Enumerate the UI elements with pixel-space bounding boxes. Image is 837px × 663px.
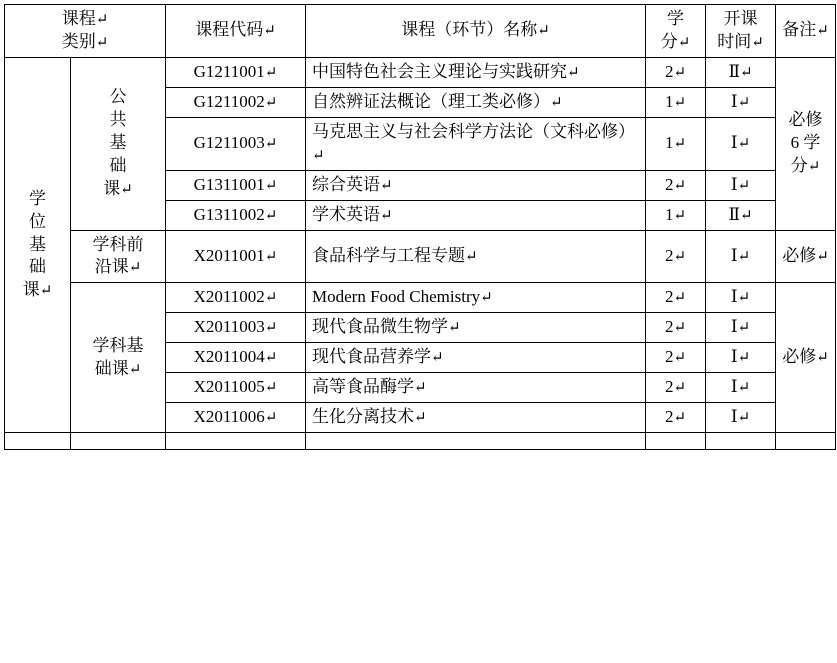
course-name: 中国特色社会主义理论与实践研究↵ — [306, 57, 646, 87]
pilcrow-mark: ↵ — [537, 23, 550, 40]
course-term: Ⅰ↵ — [706, 403, 776, 433]
course-credit: 2↵ — [646, 343, 706, 373]
category-char: 础 — [29, 257, 46, 277]
course-term: Ⅰ↵ — [706, 117, 776, 170]
course-code: X2011001↵ — [166, 230, 306, 283]
header-name-label: 课程（环节）名称 — [401, 20, 538, 40]
table-row — [5, 230, 836, 283]
course-name: 生化分离技术↵ — [306, 403, 646, 433]
course-credit: 2↵ — [646, 403, 706, 433]
course-name: 学术英语↵ — [306, 200, 646, 230]
course-credit: 2↵ — [646, 373, 706, 403]
subcategory-line: 沿课↵ — [94, 257, 142, 277]
course-name: 现代食品微生物学↵ — [306, 313, 646, 343]
subcategory-line: 学科前 — [92, 234, 144, 254]
table-header-row — [5, 5, 836, 58]
header-category-line2: 类别 — [61, 31, 96, 51]
course-code: X2011002↵ — [166, 283, 306, 313]
course-code: G1311001↵ — [166, 170, 306, 200]
header-credit-line1: 学 — [667, 9, 685, 28]
course-table — [4, 4, 836, 450]
subcategory-line: 础课↵ — [94, 358, 142, 378]
header-credit-line2: 分 — [660, 31, 678, 51]
category-char: 位 — [29, 211, 46, 231]
table-row-partial — [5, 433, 836, 450]
course-credit: 1↵ — [646, 87, 706, 117]
header-cell-note — [776, 5, 836, 58]
subcategory-char: 共 — [109, 110, 127, 130]
course-term: Ⅰ↵ — [706, 313, 776, 343]
category-char: 基 — [29, 234, 46, 254]
subcategory-cell-frontier — [71, 230, 166, 283]
note-cell-public-basic — [776, 57, 836, 230]
pilcrow-mark: ↵ — [95, 34, 109, 51]
course-term: Ⅰ↵ — [706, 283, 776, 313]
pilcrow-mark: ↵ — [677, 34, 691, 51]
subcategory-char: 础 — [109, 156, 127, 176]
course-name: 现代食品营养学↵ — [306, 343, 646, 373]
table-row — [5, 57, 836, 87]
category-char: 学 — [29, 188, 46, 208]
course-name: 自然辨证法概论（理工类必修）↵ — [306, 87, 646, 117]
subcategory-char: 公 — [109, 87, 127, 107]
subcategory-line: 学科基 — [92, 335, 144, 355]
header-cell-credit — [646, 5, 706, 58]
header-note-label: 备注 — [782, 20, 817, 40]
subcategory-char: 基 — [109, 133, 127, 153]
course-credit: 2↵ — [646, 313, 706, 343]
note-line: 6 学 — [790, 133, 821, 153]
course-term: Ⅰ↵ — [706, 170, 776, 200]
cell-partial — [306, 433, 646, 450]
subcategory-char: 课↵ — [103, 179, 133, 199]
cell-partial — [646, 433, 706, 450]
course-name: 马克思主义与社会科学方法论（文科必修）↵ — [306, 117, 646, 170]
course-term: Ⅰ↵ — [706, 230, 776, 283]
course-code: X2011005↵ — [166, 373, 306, 403]
cell-partial — [71, 433, 166, 450]
pilcrow-mark: ↵ — [95, 12, 109, 28]
header-term-line1: 开课 — [723, 9, 758, 28]
course-term: Ⅰ↵ — [706, 87, 776, 117]
cell-partial — [706, 433, 776, 450]
course-name: 高等食品酶学↵ — [306, 373, 646, 403]
pilcrow-mark: ↵ — [816, 23, 829, 40]
course-credit: 2↵ — [646, 230, 706, 283]
course-credit: 2↵ — [646, 57, 706, 87]
course-code: G1211003↵ — [166, 117, 306, 170]
course-code: X2011006↵ — [166, 403, 306, 433]
pilcrow-mark: ↵ — [751, 34, 764, 51]
course-credit: 1↵ — [646, 200, 706, 230]
course-credit: 2↵ — [646, 283, 706, 313]
subcategory-cell-discipline-basic — [71, 283, 166, 433]
note-line: 必修 — [788, 110, 823, 130]
course-name: Modern Food Chemistry↵ — [306, 283, 646, 313]
course-term: Ⅰ↵ — [706, 343, 776, 373]
course-name: 食品科学与工程专题↵ — [306, 230, 646, 283]
course-name: 综合英语↵ — [306, 170, 646, 200]
course-code: G1211002↵ — [166, 87, 306, 117]
category-cell-degree-basic — [5, 57, 71, 432]
header-cell-category — [5, 5, 166, 58]
header-cell-term — [706, 5, 776, 58]
table-row — [5, 283, 836, 313]
header-cell-name — [306, 5, 646, 58]
header-cell-code — [166, 5, 306, 58]
cell-partial — [166, 433, 306, 450]
header-term-line2: 时间 — [717, 31, 752, 51]
header-category-line1: 课程 — [61, 9, 96, 28]
course-code: G1311002↵ — [166, 200, 306, 230]
course-term: Ⅱ↵ — [706, 57, 776, 87]
cell-partial — [5, 433, 71, 450]
category-char: 课↵ — [22, 280, 53, 300]
subcategory-cell-public-basic — [71, 57, 166, 230]
cell-partial — [776, 433, 836, 450]
header-code-label: 课程代码 — [195, 20, 264, 40]
course-term: Ⅱ↵ — [706, 200, 776, 230]
pilcrow-mark: ↵ — [263, 23, 276, 40]
course-credit: 2↵ — [646, 170, 706, 200]
note-cell-discipline-basic: 必修↵ — [776, 283, 836, 433]
course-term: Ⅰ↵ — [706, 373, 776, 403]
note-cell-frontier: 必修↵ — [776, 230, 836, 283]
course-code: X2011004↵ — [166, 343, 306, 373]
course-code: G1211001↵ — [166, 57, 306, 87]
course-code: X2011003↵ — [166, 313, 306, 343]
note-line: 分↵ — [790, 156, 821, 176]
course-credit: 1↵ — [646, 117, 706, 170]
